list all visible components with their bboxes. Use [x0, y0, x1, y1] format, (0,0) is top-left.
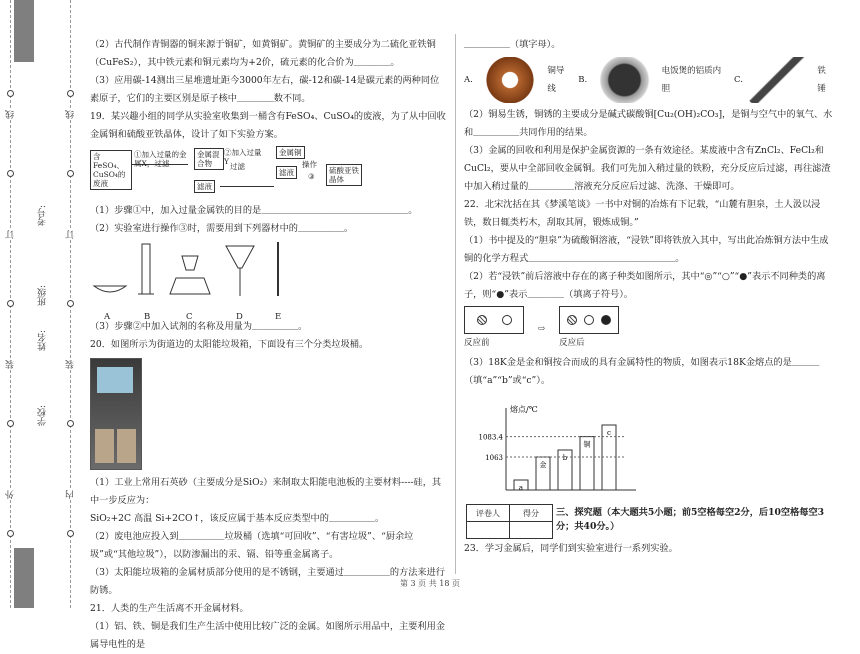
question-19: 19．某兴趣小组的同学从实验室收集到一桶含有FeSO₄、CuSO₄的废液，为了从中回收金属铜和硫酸亚铁晶体，设计了如下实验方案。 [90, 111, 446, 140]
option-caption: 电饭煲的铝质内胆 [661, 66, 722, 94]
band-label: 线 [66, 110, 76, 119]
hatched-ion-icon [477, 315, 487, 325]
y-tick-label: 1063 [485, 454, 503, 462]
question-20-1b: SiO₂+2C 高温 Si+2CO↑，该反应属于基本反应类型中的＿＿＿＿＿。 [90, 513, 385, 524]
flow-filtrate-2: 滤液 [276, 166, 297, 179]
solid-ion-icon [601, 315, 611, 325]
exam-number-label: 考号: [38, 205, 48, 227]
hole-icon [7, 170, 14, 177]
score-label: 得分 [510, 505, 553, 522]
bar-label: 铜 [583, 440, 591, 449]
question-18-2: （2）古代制作青铜器的铜来源于铜矿，如黄铜矿。黄铜矿的主要成分为二硫化亚铁铜（CuFeS₂），其中铁元素和铜元素均为+2价，硫元素的化合价为＿＿＿＿。 [90, 39, 436, 68]
before-label: 反应前 [464, 338, 490, 348]
melting-point-chart [470, 402, 640, 497]
question-22-1: （1）书中提及的“胆泉”为硫酸铜溶液，“浸铁”即将铁放入其中，写出此冶炼铜方法中生成铜的化学方程式＿＿＿＿＿＿＿＿＿＿＿＿＿＿＿＿。 [464, 235, 829, 264]
bar-label: b [562, 454, 568, 462]
score-table [466, 504, 553, 539]
band-label: 装 [6, 360, 16, 369]
question-22: 22．北宋沈括在其《梦溪笔谈》一书中对铜的冶炼有下记载，“山麓有胆泉，土人汲以浸铁，数日辄类朽木，刮取其屑，锻炼成铜。” [464, 199, 821, 228]
evaporating-dish-icon [94, 286, 126, 292]
open-ion-icon [502, 315, 512, 325]
flow-copper: 金属铜 [276, 146, 305, 159]
question-21-3: （3）金属的回收和利用是保护金属资源的一条有效途径。某废液中含有ZnCl₂、FeCl₂和CuCl₂，要从中全部回收金属铜。我们可先加入稍过量的铁粉，充分反应后过滤，再往滤渣中加入稍过量的＿＿＿＿＿溶液充分反应后过滤、洗涤、干燥即可。 [464, 145, 831, 192]
flow-metal-mix: 金属混合物 [194, 148, 224, 170]
column-divider [455, 34, 456, 574]
band-label: 装 [66, 360, 76, 369]
question-20-1a: （1）工业上常用石英砂（主要成分是SiO₂）来制取太阳能电池板的主要材料----硅，其中一步反应为： [90, 477, 442, 506]
question-19-3: （3）步骤②中加入试剂的名称及用量为＿＿＿＿＿。 [90, 321, 308, 332]
flow-arrow [220, 186, 274, 187]
question-18-3: （3）应用碳-14测出三星堆遗址距今3000年左右，碳-12和碳-14是碳元素的两种同位素原子，它们的主要区别是原子核中＿＿＿＿数不同。 [90, 75, 440, 104]
hatched-ion-icon [567, 315, 577, 325]
flow-step3: ③ [308, 172, 315, 181]
apparatus-label: C [186, 312, 193, 322]
question-20: 20．如图所示为街道边的太阳能垃圾箱，下面设有三个分类垃圾桶。 [90, 339, 369, 350]
option-label: A. [464, 75, 473, 85]
left-column [90, 36, 446, 654]
apparatus-label: B [144, 312, 151, 322]
right-column [464, 36, 834, 390]
solar-bin-image [90, 358, 142, 470]
hole-icon [7, 420, 14, 427]
question-21-2: （2）铜易生锈，铜锈的主要成分是碱式碳酸铜[Cu₂(OH)₂CO₃]，是铜与空气中的氧气、水和＿＿＿＿＿共同作用的结果。 [464, 109, 833, 138]
margin-bar-top [14, 0, 34, 62]
band-label: 内 [66, 490, 76, 499]
question-21: 21．人类的生产生活离不开金属材料。 [90, 603, 249, 614]
question-22-3: （3）18K金是金和铜按合而成的具有金属特性的物质，如图表示18K金熔点的是＿＿＿（填“a”“b”或“c”）。 [464, 357, 820, 386]
graduated-cylinder-icon [142, 244, 150, 294]
question-19-1: （1）步骤①中，加入过量金属铁的目的是＿＿＿＿＿＿＿＿＿＿＿＿＿＿＿＿。 [90, 205, 418, 216]
flow-filter: 过滤 [230, 162, 245, 171]
hammer-image [749, 57, 811, 103]
hole-icon [67, 530, 74, 537]
school-label: 学校: [38, 405, 48, 427]
hole-icon [7, 530, 14, 537]
option-label: B. [578, 75, 588, 85]
flow-step1: ①加入过量的金属X，过滤 [134, 150, 187, 168]
band-label: 外 [6, 490, 16, 499]
arrow-icon: ⇨ [538, 324, 546, 334]
section-heading: 三、探究题（本大题共5小题；前5空格每空2分，后10空格每空3分；共40分。） [556, 507, 825, 532]
option-caption: 铜导线 [547, 66, 565, 94]
answer-blank: ＿＿＿＿＿（填字母）。 [464, 39, 561, 50]
apparatus-label: E [275, 312, 282, 322]
alcohol-lamp-icon [182, 256, 198, 270]
hole-icon [67, 170, 74, 177]
band-label: 线 [6, 110, 16, 119]
class-label: 班级: [38, 285, 48, 307]
flow-operation: 操作 [302, 160, 317, 169]
apparatus-figure [90, 238, 446, 322]
apparatus-label: A [104, 312, 111, 322]
apparatus-label: D [236, 312, 243, 322]
flow-diagram [90, 146, 446, 198]
question-22-2: （2）若“浸铁”前后溶液中存在的离子种类如图所示，其中“◎”“○”“●”表示不同种类的离子，则“●”表示＿＿＿＿（填离子符号）。 [464, 271, 826, 300]
hole-icon [67, 300, 74, 307]
apparatus-drawing [90, 238, 320, 306]
question-20-3: （3）太阳能垃圾箱的金属材质部分使用的是不锈钢，主要通过＿＿＿＿＿的方法来进行防锈。 [90, 567, 445, 596]
rice-cooker-pot-image [593, 57, 655, 103]
binding-margin [0, 0, 86, 608]
band-label: 订 [6, 230, 16, 239]
flow-crystal: 硫酸亚铁晶体 [326, 164, 362, 186]
flow-start: 含FeSO₄、CuSO₄的废液 [90, 150, 132, 190]
copper-wire-image [479, 57, 541, 103]
open-ion-icon [584, 315, 594, 325]
after-box [559, 306, 619, 334]
question-23: 23．学习金属后，同学们到实验室进行一系列实验。 [464, 543, 678, 554]
after-label: 反应后 [559, 338, 585, 348]
option-caption: 铁锤 [817, 66, 826, 94]
y-axis-label: 熔点/℃ [510, 405, 538, 414]
question-19-2: （2）实验室进行操作③时，需要用到下列器材中的＿＿＿＿＿。 [90, 223, 354, 234]
score-cell [510, 522, 553, 539]
funnel-icon [226, 246, 254, 268]
hole-icon [67, 420, 74, 427]
flow-step2: ②加入过量Y [224, 148, 262, 166]
product-images [464, 54, 834, 106]
bar-label: c [607, 429, 611, 437]
hole-icon [7, 300, 14, 307]
hole-icon [67, 90, 74, 97]
band-label: 订 [66, 230, 76, 239]
grader-cell [467, 522, 510, 539]
ion-diagram [464, 306, 834, 352]
option-label: C. [734, 75, 743, 85]
bar-label: a [518, 484, 524, 492]
question-20-2: （2）废电池应投入到＿＿＿＿＿垃圾桶（选填“可回收”、“有害垃圾”、“厨余垃圾”或“其他垃圾”），以防渗漏出的汞、镉、铅等重金属离子。 [90, 531, 414, 560]
hole-icon [7, 90, 14, 97]
page-footer: 第 3 页 共 18 页 [400, 579, 460, 588]
bar-label: 金 [539, 461, 547, 469]
grader-label: 评卷人 [467, 505, 510, 522]
y-tick-label: 1083.4 [478, 433, 503, 442]
question-21-1: （1）铝、铁、铜是我们生产生活中使用比较广泛的金属。如图所示用品中，主要利用金属导电性的是 [90, 621, 445, 650]
name-label: 姓名: [38, 330, 48, 352]
flow-filtrate-1: 滤液 [194, 180, 215, 193]
before-box [464, 306, 524, 334]
